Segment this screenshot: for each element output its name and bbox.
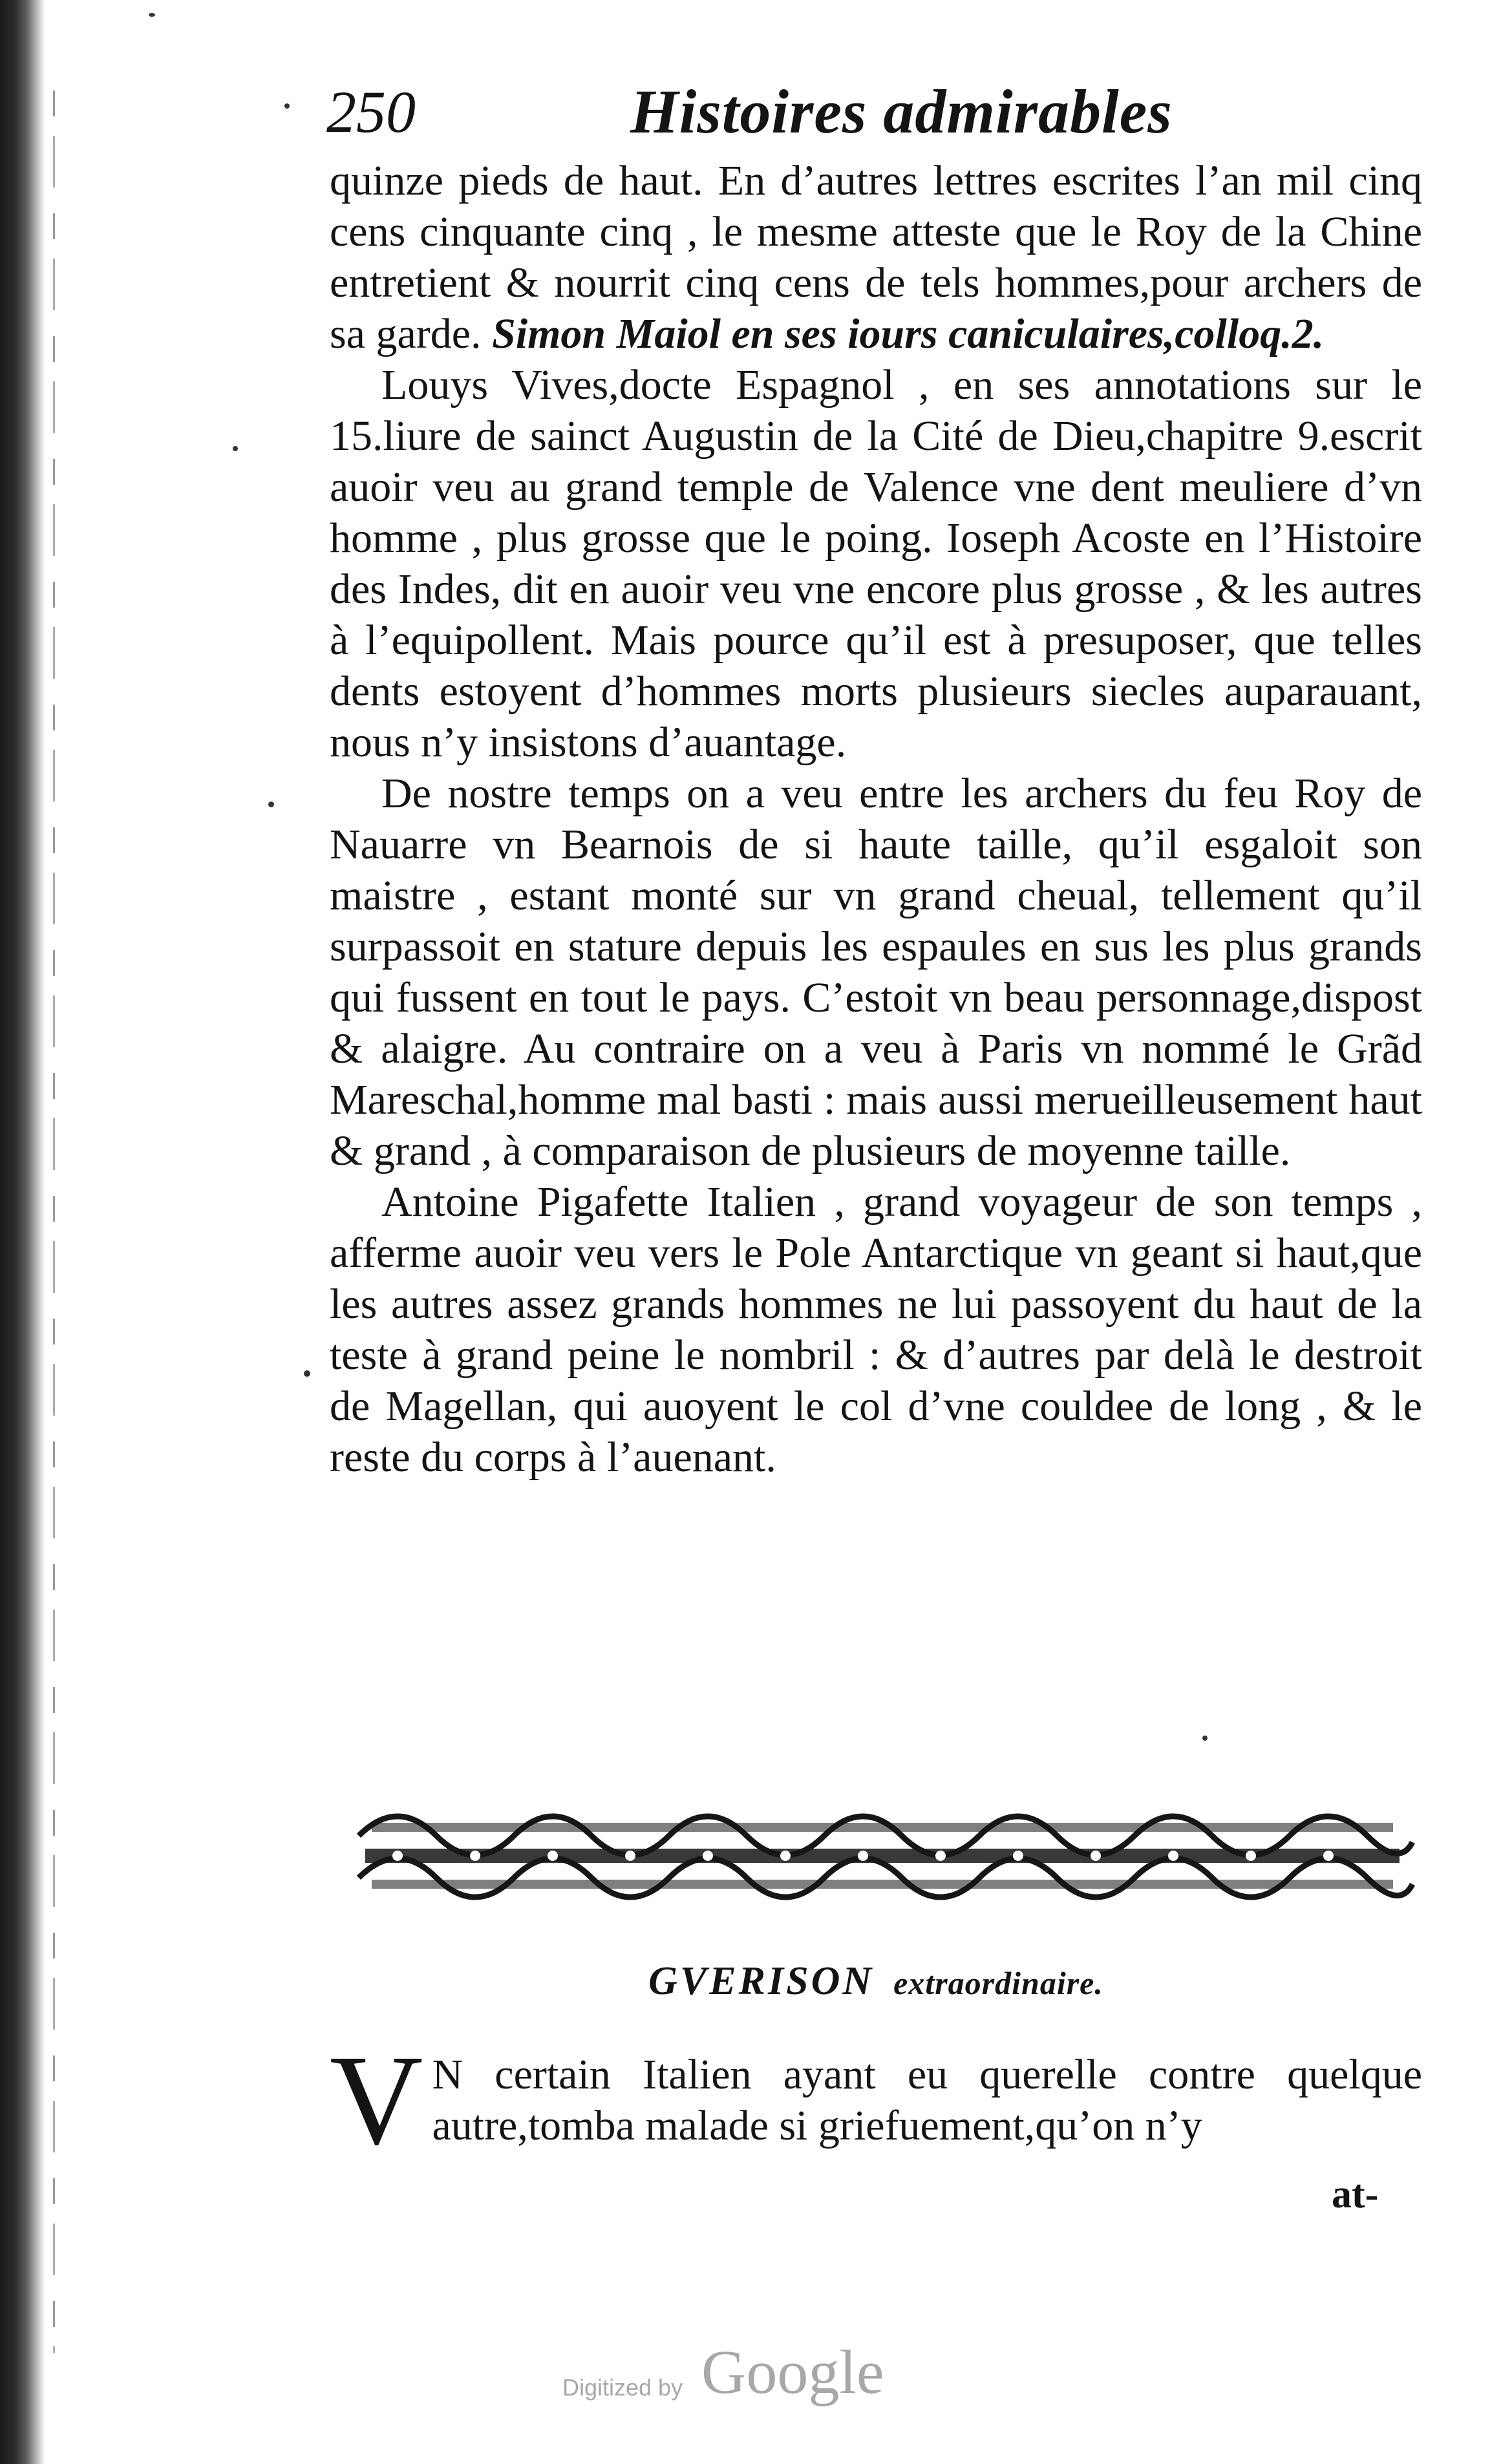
paragraph-1	[330, 155, 1422, 359]
paragraph-1-text: quinze pieds de haut. En d’autres lettres escrites l’an mil cinq cens cinquante cinq , le mesme atteste que le Roy de la Chine entretient & nourrit cinq cens de tels hommes,pour archers de sa garde.	[330, 157, 1422, 357]
binding-shadow	[0, 0, 45, 2464]
page-number: 250	[326, 79, 416, 145]
drop-cap: V	[330, 2029, 423, 2172]
section-body	[330, 2029, 1422, 2172]
section-heading-caps: GVERISON	[648, 1959, 875, 2003]
page-header	[326, 76, 1180, 147]
print-speck	[233, 446, 238, 451]
main-text	[330, 155, 1422, 1483]
print-speck	[304, 1370, 310, 1377]
print-speck	[284, 103, 290, 109]
watermark-logo-text: Google	[701, 2337, 884, 2406]
watermark-small-text: Digitized by	[562, 2374, 683, 2401]
running-title: Histoires admirables	[630, 77, 1173, 146]
section-heading-rest: extraordinaire.	[893, 1965, 1103, 2001]
section-paragraph: N certain Italien ayant eu querelle contre quelque autre,tomba malade si griefuement,qu’on n’y	[432, 2051, 1422, 2149]
citation: Simon Maiol en ses iours caniculaires,colloq.2.	[492, 310, 1325, 357]
section-heading	[330, 1955, 1422, 2009]
print-speck	[1202, 1736, 1208, 1741]
digitized-watermark	[562, 2337, 963, 2414]
paragraph-3: De nostre temps on a veu entre les archers du feu Roy de Nauarre vn Bearnois de si haute taille, qu’il esgaloit son maistre , estant monté sur vn grand cheual, tellement qu’il surpassoit en stature depuis les espaules en sus les plus grands qui fussent en tout le pays. C’estoit vn beau personnage,dispost & alaigre. Au contraire on a veu à Paris vn nommé le Grãd Mareschal,homme mal basti : mais aussi merueilleusement haut & grand , à comparaison de plusieurs de moyenne taille.	[330, 770, 1422, 1174]
print-speck	[268, 802, 274, 807]
paragraph-4: Antoine Pigafette Italien , grand voyageur de son temps , afferme auoir veu vers le Pole Antarctique vn geant si haut,que les autres assez grands hommes ne lui passoyent du haut de la teste à grand peine le nombril : & d’autres par delà le destroit de Magellan, qui auoyent le col d’vne couldee de long , & le reste du corps à l’auenant.	[330, 1178, 1422, 1481]
ornamental-band	[346, 1803, 1422, 1910]
catchword: at-	[1332, 2172, 1379, 2216]
paragraph-2: Louys Vives,docte Espagnol , en ses annotations sur le 15.liure de sainct Augustin de la Cité de Dieu,chapitre 9.escrit auoir veu au grand temple de Valence vne dent meuliere d’vn homme , plus grosse que le poing. Ioseph Acoste en l’Histoire des Indes, dit en auoir veu vne encore plus grosse , & les autres à l’equipollent. Mais pource qu’il est à presuposer, que telles dents estoyent d’hommes morts plusieurs siecles auparauant, nous n’y insistons d’auantage.	[330, 361, 1422, 766]
print-speck	[149, 13, 155, 17]
gutter-line	[53, 90, 55, 2353]
